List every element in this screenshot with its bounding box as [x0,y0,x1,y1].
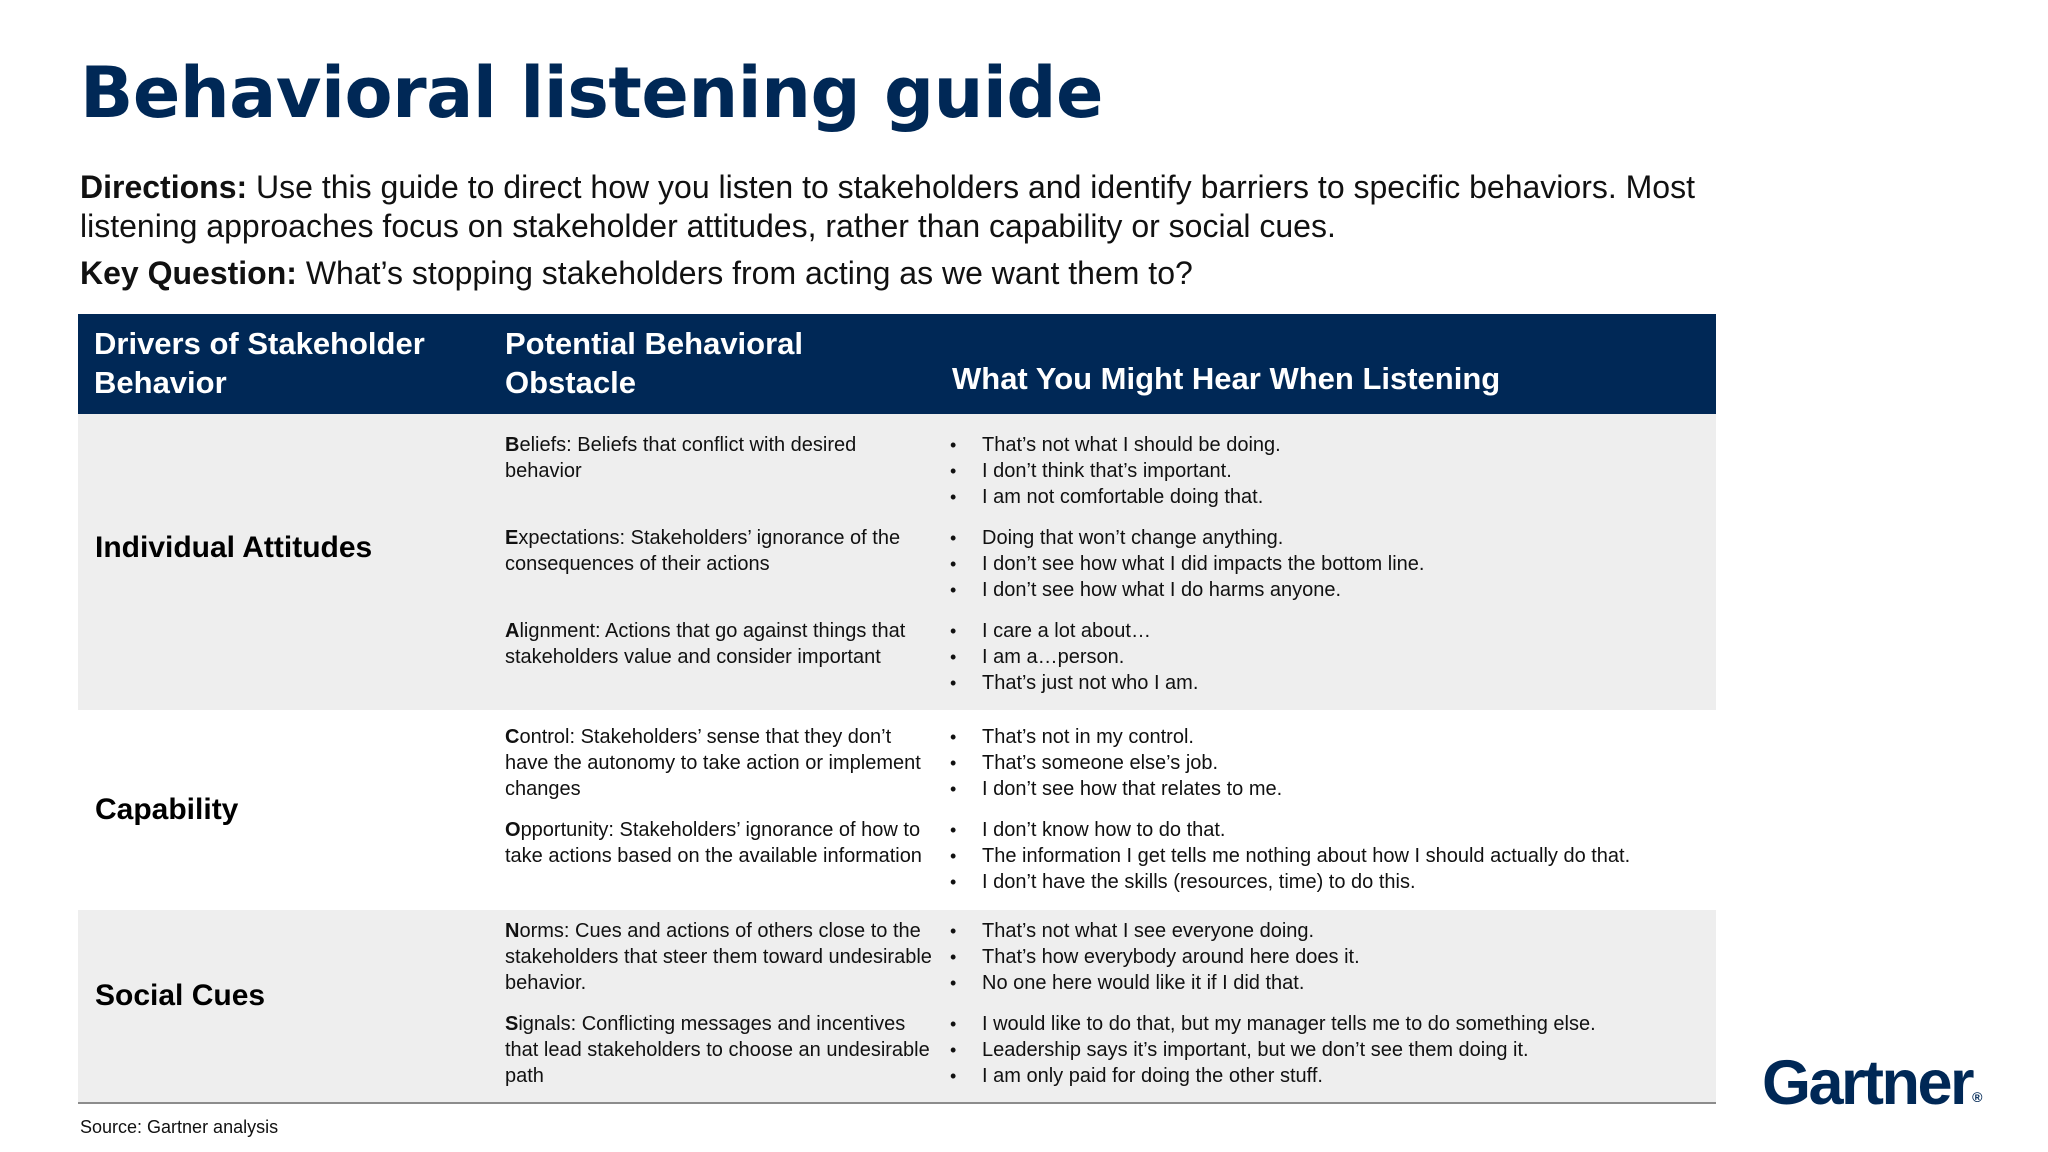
obstacle-text: ontrol: Stakeholders’ sense that they don’t have the autonomy to take action or implement changes [505,726,921,800]
hear-list-opportunity [950,817,1710,895]
obstacle-signals [505,1011,935,1089]
header-hear: What You Might Hear When Listening [952,361,1501,396]
key-question-label: Key Question: [80,255,297,291]
group-capability [78,710,1716,910]
obstacle-text: lignment: Actions that go against things that stakeholders value and consider important [505,620,906,668]
obstacle-text: pportunity: Stakeholders’ ignorance of how to take actions based on the available information [505,819,922,867]
group-social-cues [78,910,1716,1104]
obstacle-initial: C [505,726,520,748]
driver-label: Social Cues [95,979,266,1012]
key-question-text [80,254,1740,293]
list-item: • The information I get tells me nothing about how I should actually do that. [950,843,1710,869]
header-drivers: Drivers of Stakeholder Behavior [94,326,425,400]
list-item: • Leadership says it’s important, but we don’t see them doing it. [950,1037,1710,1063]
obstacle-initial: N [505,920,520,942]
list-item: • I don’t see how that relates to me. [950,776,1710,802]
obstacle-initial: A [505,620,520,642]
obstacle-alignment [505,618,935,670]
obstacle-beliefs [505,432,935,484]
obstacle-opportunity [505,817,935,869]
hear-list-beliefs [950,432,1710,510]
list-item: • I am a…person. [950,644,1710,670]
obstacle-text: eliefs: Beliefs that conflict with desired behavior [505,434,857,482]
header-obstacle: Potential Behavioral Obstacle [505,326,804,400]
obstacle-initial: S [505,1013,519,1035]
table-header [78,314,1716,414]
directions-body: Use this guide to direct how you listen to stakeholders and identify barriers to specific behaviors. Most listening approaches focus on stakeholder attitudes, rather than capability or social cues. [80,169,1695,244]
key-question-body: What’s stopping stakeholders from acting as we want them to? [296,255,1193,291]
obstacle-text: ignals: Conflicting messages and incentives that lead stakeholders to choose an undesirable path [505,1013,930,1087]
list-item: • I don’t know how to do that. [950,817,1710,843]
obstacle-initial: O [505,819,521,841]
list-item: • Doing that won’t change anything. [950,525,1710,551]
list-item: • That’s not what I see everyone doing. [950,918,1710,944]
list-item: • That’s how everybody around here does it. [950,944,1710,970]
obstacle-norms [505,918,935,996]
obstacle-text: orms: Cues and actions of others close to the stakeholders that steer them toward undesirable behavior. [505,920,932,994]
group-individual-attitudes [78,414,1716,710]
hear-list-signals [950,1011,1710,1089]
list-item: • That’s just not who I am. [950,670,1710,696]
logo-text: Gartner [1762,1048,1973,1118]
list-item: • I don’t think that’s important. [950,458,1710,484]
directions-text [80,168,1740,246]
list-item: • That’s not what I should be doing. [950,432,1710,458]
list-item: • I would like to do that, but my manager tells me to do something else. [950,1011,1710,1037]
hear-list-expectations [950,525,1710,603]
list-item: • That’s not in my control. [950,724,1710,750]
list-item: • I don’t see how what I did impacts the bottom line. [950,551,1710,577]
obstacle-expectations [505,525,935,577]
list-item: • I am only paid for doing the other stuff. [950,1063,1710,1089]
directions-label: Directions: [80,169,248,205]
list-item: • That’s someone else’s job. [950,750,1710,776]
page-title: Behavioral listening guide [80,52,1103,134]
list-item: • I don’t see how what I do harms anyone. [950,577,1710,603]
list-item: • I don’t have the skills (resources, time) to do this. [950,869,1710,895]
obstacle-control [505,724,935,802]
listening-guide-table [78,314,1716,1104]
registered-mark: ® [1972,1089,1983,1105]
list-item: • I am not comfortable doing that. [950,484,1710,510]
driver-label: Individual Attitudes [95,531,373,564]
obstacle-initial: B [505,434,520,456]
driver-label: Capability [95,793,239,826]
list-item: • I care a lot about… [950,618,1710,644]
obstacle-initial: E [505,527,519,549]
hear-list-norms [950,918,1710,996]
gartner-logo [1762,1048,1983,1118]
source-note: Source: Gartner analysis [80,1117,279,1137]
hear-list-control [950,724,1710,802]
list-item: • No one here would like it if I did that. [950,970,1710,996]
hear-list-alignment [950,618,1710,696]
obstacle-text: xpectations: Stakeholders’ ignorance of the consequences of their actions [505,527,901,575]
